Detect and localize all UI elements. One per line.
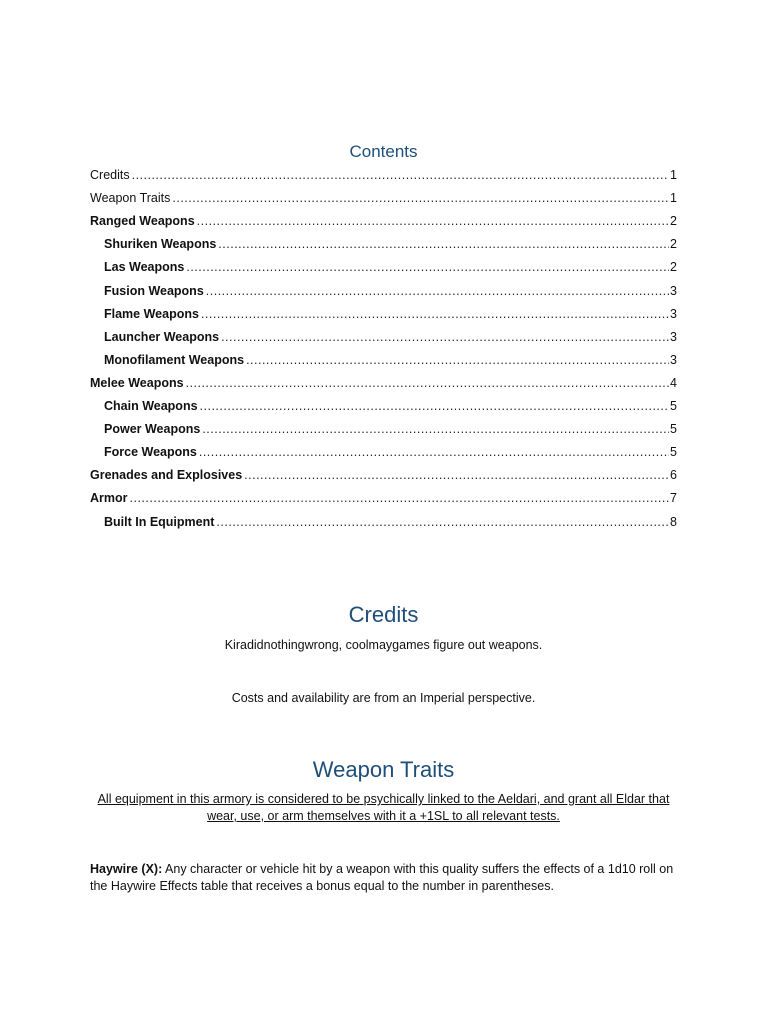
toc-entry-label: Power Weapons	[104, 422, 201, 437]
toc-entry[interactable]	[90, 464, 677, 487]
toc-entry[interactable]	[90, 303, 677, 326]
weapon-traits-heading: Weapon Traits	[312, 757, 455, 782]
toc-entry[interactable]	[90, 487, 677, 510]
toc-entry-label: Grenades and Explosives	[90, 468, 243, 483]
toc-leader-dots	[200, 395, 670, 418]
toc-entry[interactable]	[90, 279, 677, 302]
credits-line-2: Costs and availability are from an Imperial perspective.	[231, 691, 536, 705]
toc-leader-dots	[197, 210, 669, 233]
toc-entry-label: Las Weapons	[104, 260, 185, 275]
toc-entry-page: 1	[670, 168, 677, 183]
toc-leader-dots	[130, 487, 670, 510]
toc-entry[interactable]	[90, 395, 677, 418]
haywire-trait-text: Any character or vehicle hit by a weapon with this quality suffers the effects of a 1d10 roll on the Haywire Effects table that receives a bonus equal to the number in parentheses.	[90, 862, 674, 893]
toc-leader-dots	[218, 233, 669, 256]
toc-entry-page: 3	[670, 306, 677, 321]
toc-leader-dots	[172, 187, 669, 210]
toc-leader-dots	[244, 464, 669, 487]
toc-entry[interactable]	[90, 233, 677, 256]
toc-entry[interactable]	[90, 326, 677, 349]
toc-leader-dots	[202, 418, 669, 441]
toc-entry-label: Melee Weapons	[90, 375, 184, 390]
toc-entry-page: 3	[670, 352, 677, 367]
contents-heading: Contents	[349, 142, 418, 161]
toc-entry-label: Weapon Traits	[90, 191, 171, 206]
toc-entry-page: 1	[670, 191, 677, 206]
toc-entry-label: Shuriken Weapons	[104, 237, 217, 252]
toc-leader-dots	[216, 511, 669, 534]
toc-entry-label: Ranged Weapons	[90, 214, 195, 229]
toc-entry[interactable]	[90, 349, 677, 372]
credits-heading: Credits	[348, 602, 419, 627]
toc-entry[interactable]	[90, 510, 677, 533]
toc-leader-dots	[221, 326, 669, 349]
toc-entry-page: 2	[670, 237, 677, 252]
toc-entry-page: 2	[670, 260, 677, 275]
toc-entry[interactable]	[90, 441, 677, 464]
toc-entry-page: 3	[670, 329, 677, 344]
toc-leader-dots	[186, 372, 669, 395]
toc-entry[interactable]	[90, 164, 677, 187]
credits-line-1: Kiradidnothingwrong, coolmaygames figure out weapons.	[224, 638, 543, 652]
toc-entry-page: 4	[670, 375, 677, 390]
toc-entry-label: Built In Equipment	[104, 514, 215, 529]
toc-entry-label: Armor	[90, 491, 128, 506]
toc-entry-label: Fusion Weapons	[104, 283, 204, 298]
toc-leader-dots	[186, 256, 669, 279]
toc-entry-label: Launcher Weapons	[104, 329, 220, 344]
toc-entry-page: 7	[670, 491, 677, 506]
toc-entry-label: Chain Weapons	[104, 399, 198, 414]
haywire-trait-name: Haywire (X):	[90, 862, 163, 876]
toc-entry[interactable]	[90, 372, 677, 395]
toc-entry[interactable]	[90, 256, 677, 279]
toc-entry-page: 2	[670, 214, 677, 229]
toc-leader-dots	[199, 441, 669, 464]
haywire-trait	[90, 861, 677, 895]
toc-entry-label: Credits	[90, 168, 130, 183]
toc-entry-label: Force Weapons	[104, 445, 197, 460]
toc-entry-page: 5	[670, 399, 677, 414]
toc-entry-page: 3	[670, 283, 677, 298]
toc-entry-page: 5	[670, 445, 677, 460]
armory-note: All equipment in this armory is considered to be psychically linked to the Aeldari, and grant all Eldar that wear, use, or arm themselves with it a +1SL to all relevant tests.	[97, 792, 670, 823]
toc-entry[interactable]	[90, 187, 677, 210]
toc-entry-page: 8	[670, 514, 677, 529]
toc-entry-page: 6	[670, 468, 677, 483]
toc-leader-dots	[246, 349, 669, 372]
toc-entry-page: 5	[670, 422, 677, 437]
toc-leader-dots	[201, 303, 669, 326]
toc-entry-label: Flame Weapons	[104, 306, 199, 321]
toc-entry-label: Monofilament Weapons	[104, 352, 245, 367]
toc-entry[interactable]	[90, 418, 677, 441]
table-of-contents	[90, 164, 677, 534]
toc-leader-dots	[206, 280, 669, 303]
toc-entry[interactable]	[90, 210, 677, 233]
toc-leader-dots	[132, 164, 669, 187]
